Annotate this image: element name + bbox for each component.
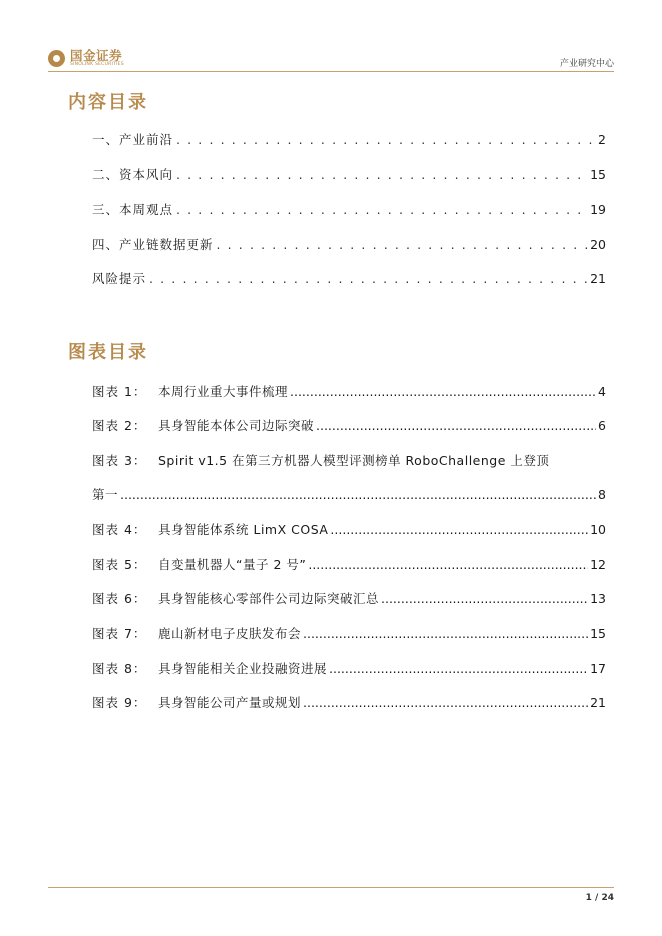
figure-page: 12 — [590, 557, 606, 572]
figure-page: 15 — [590, 626, 606, 641]
toc-entry-label: 风险提示 — [92, 271, 147, 286]
figure-number: 图表 8： — [92, 661, 147, 676]
figure-entry[interactable] — [92, 626, 606, 642]
figure-entry[interactable] — [92, 384, 606, 400]
figure-label: 具身智能核心零部件公司边际突破汇总 — [158, 591, 380, 606]
figure-label: 具身智能相关企业投融资进展 — [158, 661, 328, 676]
toc-entry-page: 20 — [590, 237, 606, 252]
logo-name-en: SINOLINK SECURITIES — [70, 62, 124, 67]
toc-entry-page: 2 — [598, 132, 606, 147]
toc-leader — [176, 132, 595, 148]
figure-number: 图表 7： — [92, 626, 147, 641]
figure-leader — [308, 557, 588, 573]
figure-number: 图表 2： — [92, 418, 147, 433]
toc-entry[interactable] — [92, 202, 606, 218]
figure-entry[interactable] — [92, 591, 606, 607]
figures-title: 图表目录 — [68, 342, 148, 363]
figure-entry-continuation[interactable] — [92, 487, 606, 503]
figure-leader — [303, 626, 588, 642]
figure-page: 4 — [598, 384, 606, 399]
toc-entry-page: 15 — [590, 167, 606, 182]
figure-leader — [303, 695, 588, 711]
figure-leader — [316, 418, 596, 434]
header-department: 产业研究中心 — [559, 59, 614, 69]
logo-icon — [48, 50, 65, 67]
toc-leader — [217, 237, 588, 253]
figure-number: 图表 9： — [92, 695, 147, 710]
toc-leader — [149, 271, 587, 287]
figure-label: 具身智能公司产量或规划 — [158, 695, 302, 710]
toc-leader — [176, 202, 587, 218]
toc-leader — [176, 167, 587, 183]
toc-entry[interactable] — [92, 167, 606, 183]
contents-title: 内容目录 — [68, 92, 148, 113]
figure-number: 图表 1： — [92, 384, 147, 399]
figure-label: 鹿山新材电子皮肤发布会 — [158, 626, 302, 641]
toc-entry-label: 三、本周观点 — [92, 202, 174, 217]
figure-number: 图表 3： — [92, 453, 147, 468]
figure-leader — [290, 384, 596, 400]
figure-number: 图表 5： — [92, 557, 147, 572]
toc-entry-page: 21 — [590, 271, 606, 286]
toc-entry[interactable] — [92, 237, 606, 253]
toc-entry[interactable] — [92, 271, 606, 287]
figure-entry[interactable] — [92, 695, 606, 711]
page-number: 1 / 24 — [585, 893, 614, 903]
footer-divider — [48, 887, 614, 888]
header-divider — [48, 71, 614, 72]
figure-page: 17 — [590, 661, 606, 676]
toc-entry-page: 19 — [590, 202, 606, 217]
logo-name-cn: 国金证券 — [70, 48, 123, 63]
figure-leader — [381, 591, 588, 607]
toc-entry-label: 四、产业链数据更新 — [92, 237, 214, 252]
figure-page: 21 — [590, 695, 606, 710]
figure-label: 具身智能本体公司边际突破 — [158, 418, 315, 433]
figure-label-continuation: 第一 — [92, 487, 119, 502]
figure-page: 6 — [598, 418, 606, 433]
figure-label: 本周行业重大事件梳理 — [158, 384, 289, 399]
figure-number: 图表 4： — [92, 522, 147, 537]
toc-entry[interactable] — [92, 132, 606, 148]
figure-label: Spirit v1.5 在第三方机器人模型评测榜单 RoboChallenge 上登顶 — [158, 453, 550, 468]
figure-entry-first-line[interactable] — [92, 453, 549, 469]
toc-entry-label: 一、产业前沿 — [92, 132, 174, 147]
figure-page: 13 — [590, 591, 606, 606]
figure-number: 图表 6： — [92, 591, 147, 606]
figure-page: 8 — [598, 487, 606, 502]
toc-entry-label: 二、资本风向 — [92, 167, 174, 182]
page-header — [0, 0, 662, 78]
company-logo — [48, 49, 124, 68]
figure-entry[interactable] — [92, 661, 606, 677]
figure-entry[interactable] — [92, 522, 606, 538]
figure-leader — [330, 522, 588, 538]
figure-label: 具身智能体系统 LimX COSA — [158, 522, 329, 537]
figure-entry[interactable] — [92, 557, 606, 573]
figure-leader — [329, 661, 588, 677]
figure-label: 自变量机器人“量子 2 号” — [158, 557, 307, 572]
figure-page: 10 — [590, 522, 606, 537]
figure-leader — [120, 487, 596, 503]
figure-entry[interactable] — [92, 418, 606, 434]
